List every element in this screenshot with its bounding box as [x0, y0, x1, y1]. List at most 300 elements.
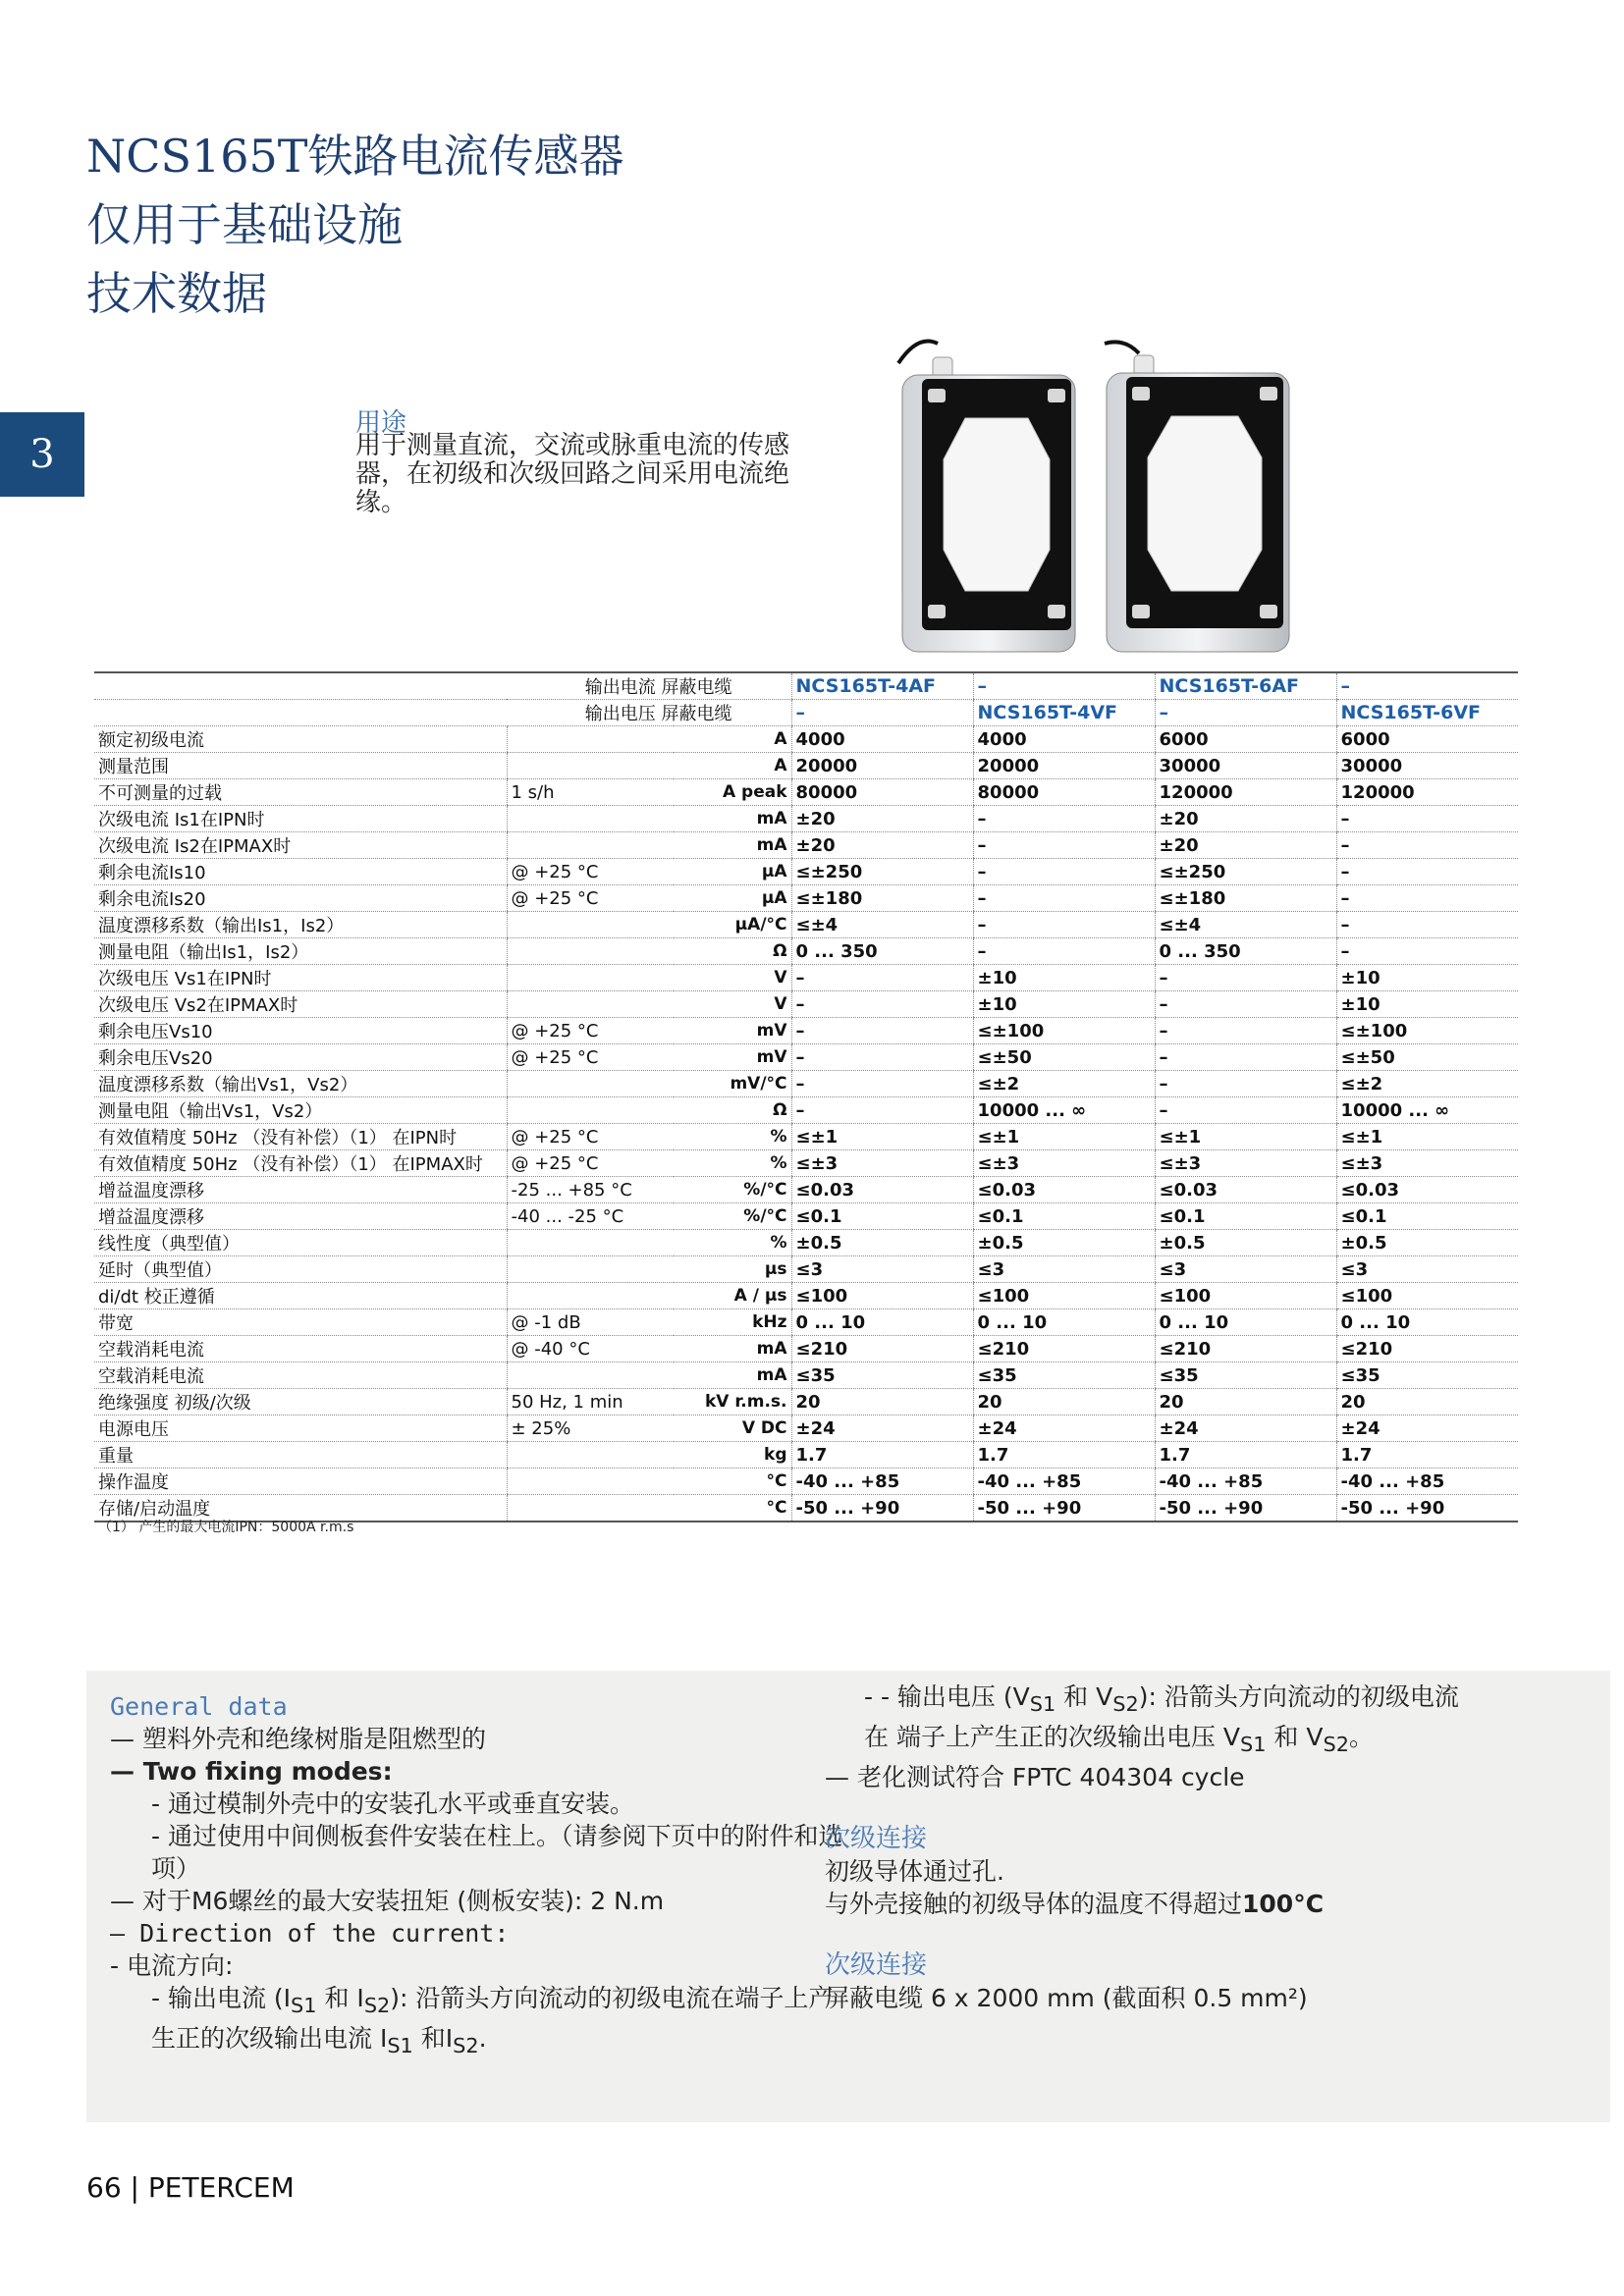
value-cell: 6000 — [1336, 726, 1518, 753]
table-row — [94, 1415, 1518, 1442]
value-cell: ≤±180 — [791, 885, 973, 912]
model-cell: NCS165T-6AF — [1155, 672, 1336, 700]
value-cell: ≤±180 — [1155, 885, 1336, 912]
value-cell: 10000 ... ∞ — [973, 1097, 1155, 1124]
table-row — [94, 1362, 1518, 1389]
general-line: - 电流方向: — [110, 1951, 234, 1980]
condition-cell: @ +25 °C — [507, 1018, 674, 1044]
subscript: S2 — [1323, 1733, 1349, 1756]
general-line: — 对于M6螺丝的最大安装扭矩 (侧板安装): 2 N.m — [110, 1887, 665, 1915]
value-cell: ≤±250 — [791, 859, 973, 885]
value-cell: ±24 — [791, 1415, 973, 1442]
value-cell: ≤100 — [973, 1283, 1155, 1309]
value-cell: ±20 — [1155, 806, 1336, 832]
unit-cell: Ω — [674, 938, 791, 965]
value-cell: ±24 — [973, 1415, 1155, 1442]
param-cell: 增益温度漂移 — [94, 1177, 507, 1203]
unit-cell: mA — [674, 832, 791, 859]
value-cell: 0 ... 10 — [973, 1309, 1155, 1336]
value-cell: ≤0.03 — [1336, 1177, 1518, 1203]
usage-text: 用于测量直流，交流或脉重电流的传感器，在初级和次级回路之间采用电流绝缘。 — [355, 431, 790, 517]
param-cell: 空载消耗电流 — [94, 1336, 507, 1362]
param-cell: 延时（典型值） — [94, 1256, 507, 1283]
value-cell: -50 ... +90 — [1155, 1495, 1336, 1522]
unit-cell: kHz — [674, 1309, 791, 1336]
value-cell: ≤±50 — [1336, 1044, 1518, 1071]
param-cell: 次级电流 Is2在IPMAX时 — [94, 832, 507, 859]
table-row — [94, 1150, 1518, 1177]
value-cell: – — [1336, 859, 1518, 885]
value-cell: -50 ... +90 — [1336, 1495, 1518, 1522]
table-row — [94, 1309, 1518, 1336]
unit-cell: Ω — [674, 1097, 791, 1124]
value-cell: ≤0.1 — [1336, 1203, 1518, 1230]
unit-cell: %/°C — [674, 1203, 791, 1230]
param-cell: 剩余电流Is20 — [94, 885, 507, 912]
header-label: 输出电流 屏蔽电缆 — [94, 672, 791, 700]
value-cell: 0 ... 350 — [791, 938, 973, 965]
value-cell: 1.7 — [1155, 1442, 1336, 1468]
value-cell: ≤3 — [973, 1256, 1155, 1283]
value-cell: – — [1155, 1071, 1336, 1097]
condition-cell: -40 ... -25 °C — [507, 1203, 674, 1230]
value-cell: ≤±3 — [973, 1150, 1155, 1177]
condition-cell: @ +25 °C — [507, 885, 674, 912]
unit-cell: A / µs — [674, 1283, 791, 1309]
param-cell: 电源电压 — [94, 1415, 507, 1442]
value-cell: 1.7 — [973, 1442, 1155, 1468]
value-cell: – — [791, 965, 973, 991]
subscript: S1 — [387, 2034, 413, 2057]
condition-cell: @ -1 dB — [507, 1309, 674, 1336]
value-cell: ±20 — [1155, 832, 1336, 859]
value-cell: ±10 — [1336, 991, 1518, 1018]
value-cell: 20 — [791, 1389, 973, 1415]
value-cell: ≤±100 — [1336, 1018, 1518, 1044]
param-cell: 额定初级电流 — [94, 726, 507, 753]
unit-cell: µA/°C — [674, 912, 791, 938]
unit-cell: kg — [674, 1442, 791, 1468]
value-cell: ±24 — [1155, 1415, 1336, 1442]
table-row — [94, 991, 1518, 1018]
value-cell: 80000 — [973, 779, 1155, 806]
param-cell: 剩余电压Vs20 — [94, 1044, 507, 1071]
value-cell: – — [791, 1097, 973, 1124]
table-row — [94, 1124, 1518, 1150]
value-cell: ≤35 — [1155, 1362, 1336, 1389]
product-photo — [889, 334, 1301, 658]
table-row — [94, 1177, 1518, 1203]
value-cell: 30000 — [1336, 753, 1518, 779]
value-cell: ≤0.1 — [973, 1203, 1155, 1230]
subscript: S2 — [453, 2034, 479, 2057]
table-row — [94, 885, 1518, 912]
unit-cell: mV — [674, 1018, 791, 1044]
value-cell: – — [1155, 965, 1336, 991]
value-cell: – — [973, 806, 1155, 832]
param-cell: 线性度（典型值） — [94, 1230, 507, 1256]
table-row — [94, 1283, 1518, 1309]
unit-cell: µA — [674, 885, 791, 912]
condition-cell — [507, 726, 674, 753]
param-cell: 带宽 — [94, 1309, 507, 1336]
value-cell: ≤0.1 — [791, 1203, 973, 1230]
text-run: 100°C — [1242, 1890, 1325, 1918]
value-cell: -40 ... +85 — [791, 1468, 973, 1495]
condition-cell: @ -40 °C — [507, 1336, 674, 1362]
condition-cell: -25 ... +85 °C — [507, 1177, 674, 1203]
page-title-line3: 技术数据 — [86, 267, 267, 320]
text-run: 在 端子上产生正的次级输出电压 V — [864, 1723, 1240, 1751]
condition-cell — [507, 912, 674, 938]
value-cell: ≤210 — [973, 1336, 1155, 1362]
value-cell: ≤±4 — [1155, 912, 1336, 938]
value-cell: – — [973, 859, 1155, 885]
value-cell: ≤±4 — [791, 912, 973, 938]
table-row — [94, 779, 1518, 806]
table-row — [94, 832, 1518, 859]
value-cell: ±0.5 — [973, 1230, 1155, 1256]
section-line: 屏蔽电缆 6 x 2000 mm (截面积 0.5 mm²) — [825, 1984, 1308, 2012]
table-row — [94, 1071, 1518, 1097]
value-cell: 20 — [973, 1389, 1155, 1415]
section-line-temperature — [825, 1888, 1591, 1920]
text-run: 和 I — [316, 1984, 364, 2012]
model-cell: NCS165T-4AF — [791, 672, 973, 700]
general-line-voltage-direction — [825, 1681, 1591, 1721]
table-row — [94, 1044, 1518, 1071]
unit-cell: V DC — [674, 1415, 791, 1442]
model-cell: – — [1336, 672, 1518, 700]
chapter-tab: 3 — [0, 412, 84, 497]
condition-cell: @ +25 °C — [507, 1124, 674, 1150]
value-cell: 0 ... 10 — [791, 1309, 973, 1336]
condition-cell: 50 Hz, 1 min — [507, 1389, 674, 1415]
general-line: — Direction of the current: — [110, 1919, 510, 1948]
header-label: 输出电压 屏蔽电缆 — [94, 700, 791, 726]
model-cell: NCS165T-6VF — [1336, 700, 1518, 726]
value-cell: 1.7 — [1336, 1442, 1518, 1468]
subscript: S1 — [291, 1994, 317, 2017]
value-cell: 20000 — [791, 753, 973, 779]
condition-cell — [507, 832, 674, 859]
param-cell: 测量电阻（输出Is1，Is2） — [94, 938, 507, 965]
table-row — [94, 1389, 1518, 1415]
value-cell: – — [1336, 938, 1518, 965]
value-cell: ≤±100 — [973, 1018, 1155, 1044]
param-cell: 次级电流 Is1在IPN时 — [94, 806, 507, 832]
model-cell: – — [973, 672, 1155, 700]
value-cell: 1.7 — [791, 1442, 973, 1468]
unit-cell: mA — [674, 806, 791, 832]
param-cell: 次级电压 Vs1在IPN时 — [94, 965, 507, 991]
text-run: . — [478, 2024, 487, 2053]
param-cell: 剩余电流Is10 — [94, 859, 507, 885]
general-line-voltage-output — [825, 1721, 1591, 1761]
unit-cell: mV/°C — [674, 1071, 791, 1097]
table-row — [94, 912, 1518, 938]
general-left-column — [110, 1690, 856, 2062]
subscript: S2 — [1112, 1692, 1139, 1716]
value-cell: -40 ... +85 — [973, 1468, 1155, 1495]
subscript: S1 — [1029, 1692, 1056, 1716]
unit-cell: µs — [674, 1256, 791, 1283]
value-cell: ±24 — [1336, 1415, 1518, 1442]
value-cell: ≤0.03 — [973, 1177, 1155, 1203]
param-cell: 空载消耗电流 — [94, 1362, 507, 1389]
unit-cell: % — [674, 1124, 791, 1150]
value-cell: ±10 — [1336, 965, 1518, 991]
general-data-panel — [86, 1671, 1610, 2122]
param-cell: di/dt 校正遵循 — [94, 1283, 507, 1309]
general-right-column — [825, 1681, 1591, 2014]
value-cell: 4000 — [973, 726, 1155, 753]
value-cell: -50 ... +90 — [973, 1495, 1155, 1522]
param-cell: 有效值精度 50Hz （没有补偿）（1） 在IPN时 — [94, 1124, 507, 1150]
text-run: 和 V — [1056, 1682, 1113, 1711]
param-cell: 重量 — [94, 1442, 507, 1468]
value-cell: 10000 ... ∞ — [1336, 1097, 1518, 1124]
value-cell: ≤100 — [791, 1283, 973, 1309]
model-cell: NCS165T-4VF — [973, 700, 1155, 726]
table-row — [94, 1336, 1518, 1362]
value-cell: – — [1155, 991, 1336, 1018]
condition-cell — [507, 1362, 674, 1389]
value-cell: – — [1155, 1044, 1336, 1071]
page-number: 66 — [86, 2171, 122, 2204]
usage-heading: 用途 — [355, 408, 407, 438]
condition-cell — [507, 753, 674, 779]
table-row — [94, 965, 1518, 991]
page-title-line2: 仅用于基础设施 — [86, 198, 403, 251]
value-cell: ≤±2 — [973, 1071, 1155, 1097]
text-run: 和I — [412, 2024, 454, 2053]
unit-cell: °C — [674, 1468, 791, 1495]
value-cell: 4000 — [791, 726, 973, 753]
page-title-line1: NCS165T铁路电流传感器 — [86, 130, 624, 183]
condition-cell — [507, 1071, 674, 1097]
value-cell: ≤3 — [1155, 1256, 1336, 1283]
table-row — [94, 1097, 1518, 1124]
value-cell: 120000 — [1336, 779, 1518, 806]
unit-cell: % — [674, 1150, 791, 1177]
section-heading: 次级连接 — [825, 1824, 928, 1853]
unit-cell: mA — [674, 1362, 791, 1389]
value-cell: ±20 — [791, 806, 973, 832]
unit-cell: µA — [674, 859, 791, 885]
condition-cell — [507, 1283, 674, 1309]
value-cell: ±10 — [973, 991, 1155, 1018]
value-cell: ≤0.03 — [791, 1177, 973, 1203]
text-run: ): 沿箭头方向流动的初级电流在端子上产生正的次级输出电流 I — [151, 1984, 834, 2053]
value-cell: ≤0.1 — [1155, 1203, 1336, 1230]
value-cell: ≤35 — [1336, 1362, 1518, 1389]
value-cell: – — [973, 912, 1155, 938]
condition-cell: 1 s/h — [507, 779, 674, 806]
value-cell: 0 ... 350 — [1155, 938, 1336, 965]
value-cell: ±20 — [791, 832, 973, 859]
table-row — [94, 753, 1518, 779]
value-cell: – — [1336, 912, 1518, 938]
general-line-current-direction — [110, 1982, 856, 2062]
value-cell: ≤210 — [1336, 1336, 1518, 1362]
value-cell: ≤±1 — [973, 1124, 1155, 1150]
page-footer — [86, 2171, 295, 2204]
condition-cell — [507, 1442, 674, 1468]
param-cell: 存储/启动温度 — [94, 1495, 507, 1522]
table-row — [94, 1018, 1518, 1044]
condition-cell: @ +25 °C — [507, 859, 674, 885]
value-cell: 6000 — [1155, 726, 1336, 753]
value-cell: – — [1155, 1097, 1336, 1124]
value-cell: 80000 — [791, 779, 973, 806]
value-cell: 20000 — [973, 753, 1155, 779]
table-row — [94, 1256, 1518, 1283]
param-cell: 增益温度漂移 — [94, 1203, 507, 1230]
value-cell: ≤±1 — [1155, 1124, 1336, 1150]
value-cell: ≤±3 — [791, 1150, 973, 1177]
value-cell: ≤100 — [1155, 1283, 1336, 1309]
footer-brand: PETERCEM — [147, 2171, 295, 2204]
condition-cell: @ +25 °C — [507, 1044, 674, 1071]
value-cell: ≤±250 — [1155, 859, 1336, 885]
value-cell: ±0.5 — [791, 1230, 973, 1256]
unit-cell: mA — [674, 1336, 791, 1362]
value-cell: 0 ... 10 — [1336, 1309, 1518, 1336]
unit-cell: V — [674, 991, 791, 1018]
value-cell: ≤210 — [1155, 1336, 1336, 1362]
subscript: S2 — [363, 1994, 391, 2017]
general-line: — Two fixing modes: — [110, 1757, 393, 1786]
value-cell: 20 — [1155, 1389, 1336, 1415]
model-cell: – — [791, 700, 973, 726]
value-cell: -40 ... +85 — [1155, 1468, 1336, 1495]
unit-cell: °C — [674, 1495, 791, 1522]
param-cell: 操作温度 — [94, 1468, 507, 1495]
text-run: 和 V — [1266, 1723, 1324, 1751]
model-cell: – — [1155, 700, 1336, 726]
unit-cell: A — [674, 726, 791, 753]
condition-cell: ± 25% — [507, 1415, 674, 1442]
condition-cell — [507, 1256, 674, 1283]
table-row — [94, 1468, 1518, 1495]
unit-cell: V — [674, 965, 791, 991]
value-cell: 30000 — [1155, 753, 1336, 779]
value-cell: ≤±3 — [1336, 1150, 1518, 1177]
value-cell: – — [791, 1071, 973, 1097]
condition-cell — [507, 1495, 674, 1522]
general-line: — 塑料外壳和绝缘树脂是阻燃型的 — [110, 1725, 486, 1753]
section-heading: 次级连接 — [825, 1950, 928, 1980]
value-cell: 0 ... 10 — [1155, 1309, 1336, 1336]
table-row — [94, 859, 1518, 885]
table-row — [94, 1203, 1518, 1230]
param-cell: 次级电压 Vs2在IPMAX时 — [94, 991, 507, 1018]
param-cell: 测量电阻（输出Vs1，Vs2） — [94, 1097, 507, 1124]
value-cell: – — [973, 832, 1155, 859]
value-cell: – — [973, 938, 1155, 965]
value-cell: ≤210 — [791, 1336, 973, 1362]
footer-separator: | — [130, 2171, 139, 2204]
param-cell: 不可测量的过载 — [94, 779, 507, 806]
table-row — [94, 1442, 1518, 1468]
text-run: ): 沿箭头方向流动的初级电流 — [1138, 1682, 1459, 1711]
sensor-unit-left — [898, 342, 1075, 653]
value-cell: – — [1336, 806, 1518, 832]
value-cell: ±0.5 — [1155, 1230, 1336, 1256]
value-cell: ≤35 — [791, 1362, 973, 1389]
unit-cell: %/°C — [674, 1177, 791, 1203]
header-row-current-output — [94, 672, 1518, 700]
table-footnote: （1） 产生的最大电流IPN：5000A r.m.s — [98, 1520, 354, 1535]
spec-table — [94, 671, 1518, 1522]
value-cell: – — [973, 885, 1155, 912]
condition-cell — [507, 965, 674, 991]
value-cell: ≤±2 — [1336, 1071, 1518, 1097]
unit-cell: A peak — [674, 779, 791, 806]
value-cell: ≤±3 — [1155, 1150, 1336, 1177]
value-cell: 120000 — [1155, 779, 1336, 806]
value-cell: ≤3 — [791, 1256, 973, 1283]
param-cell: 温度漂移系数（输出Vs1，Vs2） — [94, 1071, 507, 1097]
general-line: — 老化测试符合 FPTC 404304 cycle — [825, 1763, 1245, 1791]
general-line: - 通过模制外壳中的安装孔水平或垂直安装。 — [151, 1789, 634, 1818]
value-cell: ≤100 — [1336, 1283, 1518, 1309]
value-cell: ≤0.03 — [1155, 1177, 1336, 1203]
value-cell: – — [791, 1018, 973, 1044]
value-cell: ±10 — [973, 965, 1155, 991]
value-cell: ≤±50 — [973, 1044, 1155, 1071]
text-run: 与外壳接触的初级导体的温度不得超过 — [825, 1890, 1243, 1918]
table-row — [94, 1230, 1518, 1256]
param-cell: 有效值精度 50Hz （没有补偿）（1） 在IPMAX时 — [94, 1150, 507, 1177]
value-cell: ≤35 — [973, 1362, 1155, 1389]
param-cell: 测量范围 — [94, 753, 507, 779]
condition-cell — [507, 1230, 674, 1256]
sensor-unit-right — [1105, 342, 1289, 652]
value-cell: -50 ... +90 — [791, 1495, 973, 1522]
condition-cell — [507, 938, 674, 965]
condition-cell: @ +25 °C — [507, 1150, 674, 1177]
unit-cell: A — [674, 753, 791, 779]
subscript: S1 — [1240, 1733, 1267, 1756]
condition-cell — [507, 1097, 674, 1124]
value-cell: ±0.5 — [1336, 1230, 1518, 1256]
text-run: 。 — [1348, 1723, 1374, 1751]
value-cell: 20 — [1336, 1389, 1518, 1415]
value-cell: – — [791, 991, 973, 1018]
general-heading: General data — [110, 1692, 288, 1721]
unit-cell: kV r.m.s. — [674, 1389, 791, 1415]
value-cell: ≤3 — [1336, 1256, 1518, 1283]
value-cell: -40 ... +85 — [1336, 1468, 1518, 1495]
table-row — [94, 726, 1518, 753]
general-line: - 通过使用中间侧板套件安装在柱上。（请参阅下页中的附件和选项） — [151, 1822, 843, 1883]
value-cell: – — [1336, 885, 1518, 912]
condition-cell — [507, 1468, 674, 1495]
unit-cell: mV — [674, 1044, 791, 1071]
table-row — [94, 938, 1518, 965]
param-cell: 剩余电压Vs10 — [94, 1018, 507, 1044]
value-cell: ≤±1 — [1336, 1124, 1518, 1150]
value-cell: – — [791, 1044, 973, 1071]
condition-cell — [507, 991, 674, 1018]
table-row — [94, 806, 1518, 832]
value-cell: ≤±1 — [791, 1124, 973, 1150]
value-cell: – — [1155, 1018, 1336, 1044]
section-line: 初级导体通过孔. — [825, 1857, 1004, 1886]
unit-cell: % — [674, 1230, 791, 1256]
